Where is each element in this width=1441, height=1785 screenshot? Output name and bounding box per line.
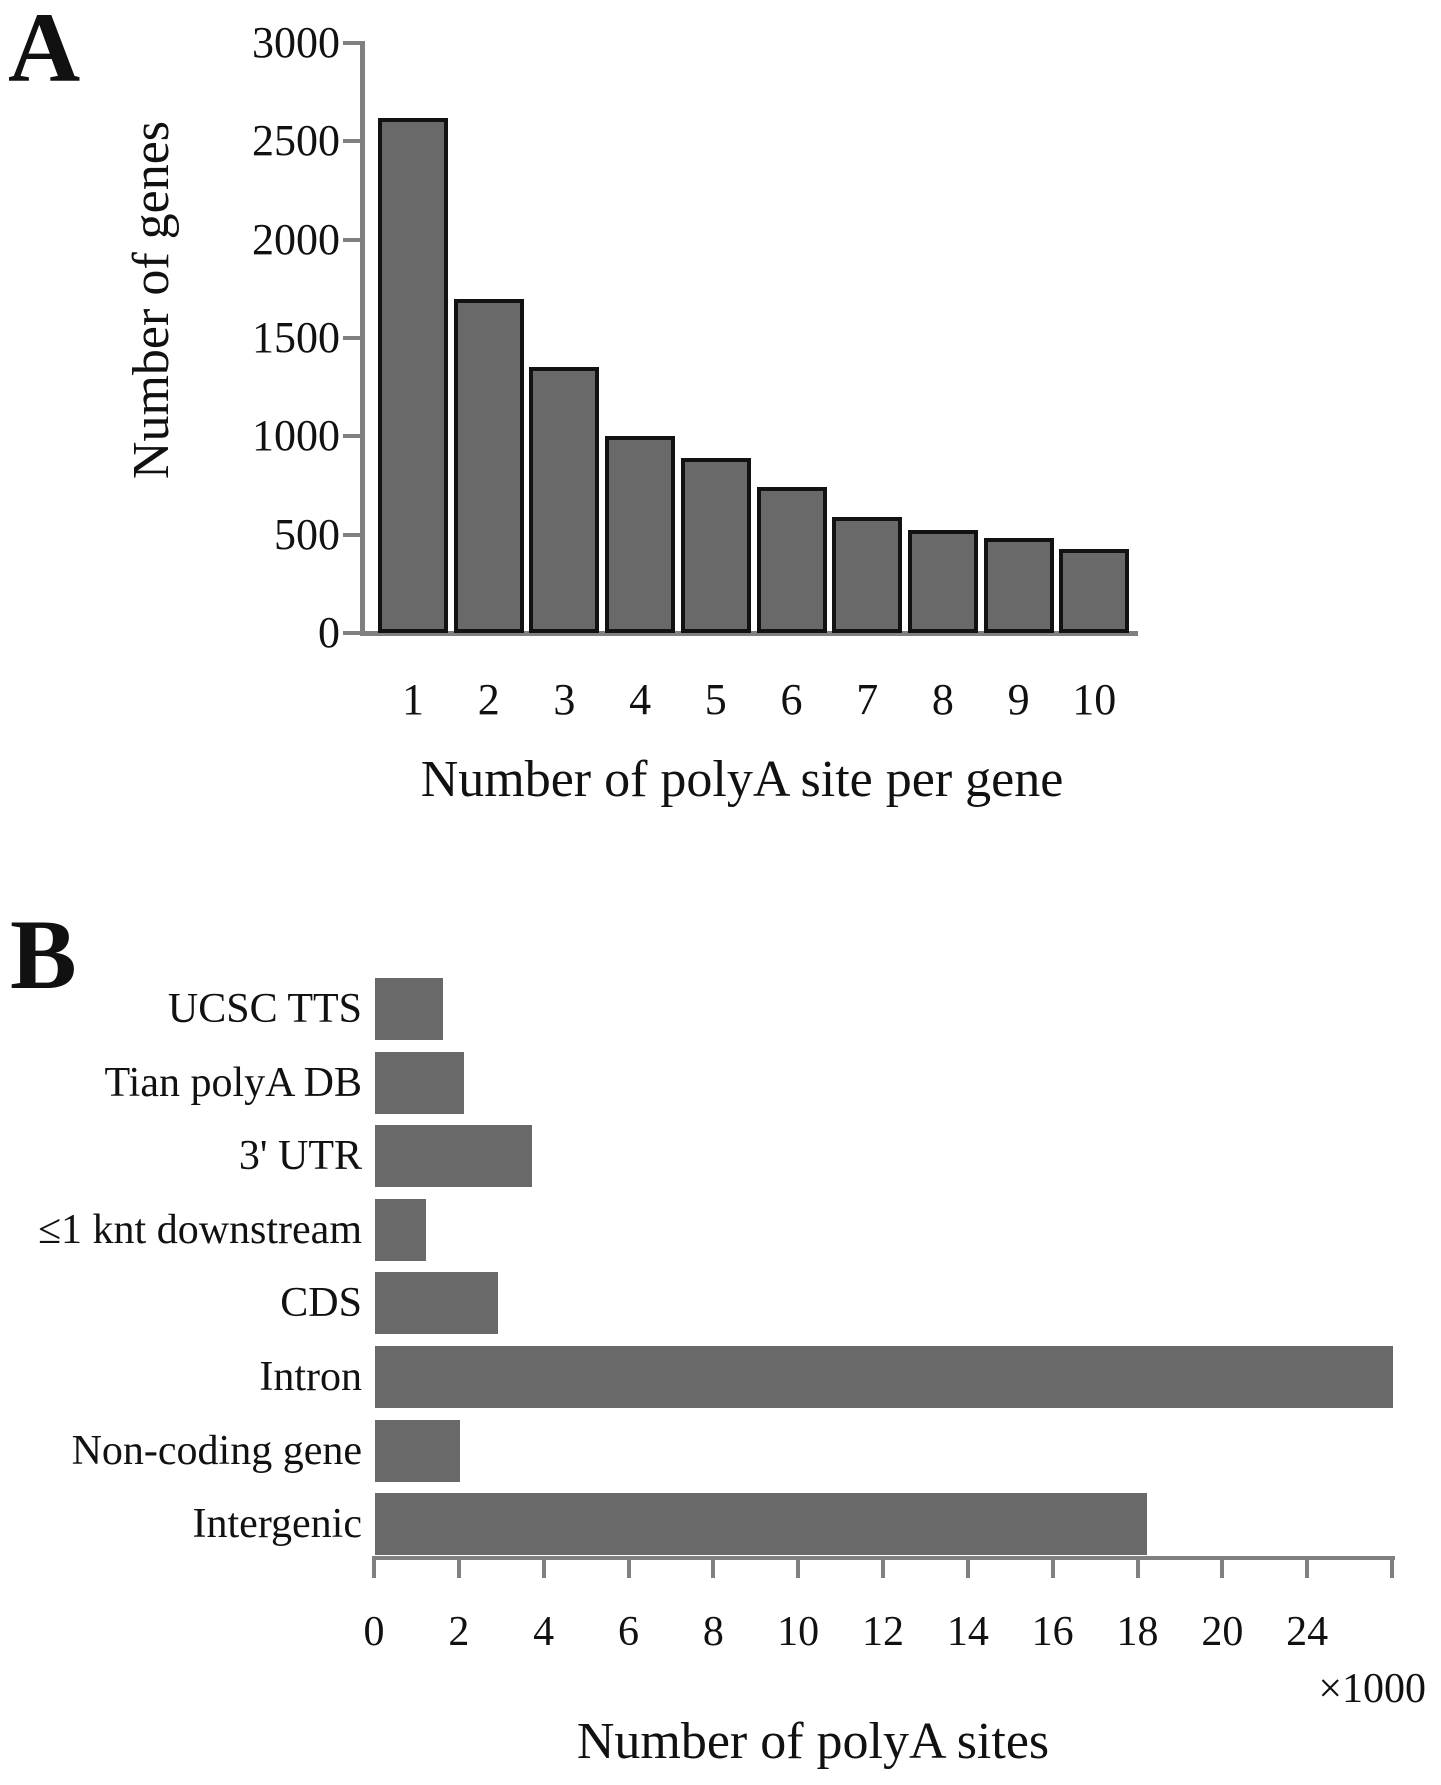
panel-b-xtick-6000	[627, 1560, 631, 1578]
panel-b-bar-ucsc-tts	[375, 978, 443, 1040]
panel-b-bar-1-knt-downstream	[375, 1199, 426, 1261]
panel-b-category-label-3-utr: 3' UTR	[238, 1133, 362, 1179]
panel-b-xtick-label-20: 20	[1201, 1609, 1244, 1655]
panel-a-bar-2	[454, 299, 524, 633]
panel-b-xtick-label-24: 24	[1286, 1609, 1329, 1655]
panel-b-xtick-10000	[796, 1560, 800, 1578]
panel-a-bar-7	[832, 517, 902, 633]
panel-b-xtick-label-2: 2	[448, 1609, 470, 1655]
panel-b-xtick-label-6: 6	[618, 1609, 639, 1655]
panel-a-xtick-5: 5	[704, 675, 727, 724]
panel-a-xtick-6: 6	[780, 675, 803, 724]
panel-b-bar-3-utr	[375, 1125, 532, 1187]
panel-b-unit-note: ×1000	[1318, 1666, 1426, 1712]
panel-a-ytick-1000	[343, 434, 360, 438]
panel-b-category-label-tian-polya-db: Tian polyA DB	[104, 1060, 362, 1106]
panel-a-ytick-label-3000: 3000	[252, 18, 340, 67]
panel-a-ytick-1500	[343, 336, 360, 340]
panel-b-xtick-label-0: 0	[363, 1609, 385, 1655]
panel-b-bar-non-coding-gene	[375, 1420, 460, 1482]
panel-b-xtick-24000	[1390, 1560, 1394, 1578]
panel-a-ytick-3000	[343, 41, 360, 45]
panel-a-bar-8	[908, 530, 978, 633]
panel-a-ytick-label-1000: 1000	[252, 411, 340, 461]
panel-a-xtick-7: 7	[856, 675, 879, 724]
panel-b-category-label-1-knt-downstream: ≤1 knt downstream	[37, 1207, 362, 1253]
panel-a-xtick-10: 10	[1072, 675, 1117, 724]
panel-b-category-label-ucsc-tts: UCSC TTS	[167, 986, 362, 1032]
panel-b-xtick-0	[372, 1560, 376, 1578]
panel-a-bar-6	[757, 487, 827, 633]
panel-b-bar-cds	[375, 1272, 498, 1334]
panel-a-ytick-2000	[343, 238, 360, 242]
panel-b-xtick-2000	[457, 1560, 461, 1578]
panel-a-xtick-9: 9	[1007, 675, 1030, 724]
panel-b-xtick-label-4: 4	[533, 1609, 555, 1655]
panel-a-bar-3	[529, 367, 599, 633]
panel-a-y-axis-line	[360, 41, 365, 636]
panel-b-label: B	[10, 899, 77, 1010]
panel-b-category-label-cds: CDS	[280, 1280, 362, 1326]
panel-a-xtick-8: 8	[931, 675, 954, 724]
panel-b-bar-tian-polya-db	[375, 1052, 464, 1114]
panel-b-xtick-label-12: 12	[862, 1609, 904, 1655]
panel-a-xtick-3: 3	[553, 675, 576, 724]
panel-a-label: A	[8, 0, 81, 103]
panel-a-ytick-label-1500: 1500	[252, 313, 340, 362]
panel-b-category-label-intron: Intron	[259, 1354, 362, 1400]
panel-a-ytick-label-2500: 2500	[252, 116, 340, 166]
panel-b-xtick-label-14: 14	[946, 1609, 989, 1655]
panel-a-ytick-2500	[343, 139, 360, 143]
panel-b-xtick-label-16: 16	[1031, 1609, 1074, 1655]
panel-a-bar-10	[1059, 549, 1129, 633]
panel-b-xtick-14000	[966, 1560, 970, 1578]
panel-a-bar-4	[605, 436, 675, 633]
panel-b-category-label-intergenic: Intergenic	[192, 1501, 362, 1547]
panel-a-xtick-1: 1	[402, 675, 424, 724]
panel-b-xtick-label-10: 10	[777, 1609, 820, 1655]
panel-a-ytick-0	[343, 631, 360, 635]
panel-b-xtick-label-18: 18	[1116, 1609, 1159, 1655]
panel-a-ytick-500	[343, 533, 360, 537]
panel-b-category-label-non-coding-gene: Non-coding gene	[71, 1428, 362, 1474]
panel-b-xtick-22000	[1305, 1560, 1309, 1578]
panel-a-ytick-label-500: 500	[274, 509, 340, 559]
panel-b-xtick-label-8: 8	[702, 1609, 724, 1655]
panel-b-xtick-16000	[1051, 1560, 1055, 1578]
panel-b-xtick-12000	[881, 1560, 885, 1578]
panel-a-bar-9	[984, 538, 1054, 633]
panel-b-xtick-4000	[542, 1560, 546, 1578]
panel-a-xtick-2: 2	[477, 675, 500, 724]
panel-a-bar-5	[681, 458, 751, 633]
panel-a-y-axis-title: Number of genes	[123, 120, 180, 480]
panel-a-ytick-label-0: 0	[318, 608, 340, 657]
panel-a-xtick-4: 4	[629, 675, 652, 724]
panel-b-bar-intron	[375, 1346, 1393, 1408]
panel-a-bar-1	[378, 118, 448, 633]
panel-a-x-axis-title: Number of polyA site per gene	[420, 751, 1064, 808]
panel-a-ytick-label-2000: 2000	[252, 214, 340, 264]
panel-b-bar-intergenic	[375, 1493, 1147, 1555]
panel-b-xtick-18000	[1136, 1560, 1140, 1578]
panel-b-x-axis-title: Number of polyA sites	[576, 1713, 1050, 1770]
panel-b-xtick-20000	[1220, 1560, 1224, 1578]
panel-b-xtick-8000	[711, 1560, 715, 1578]
